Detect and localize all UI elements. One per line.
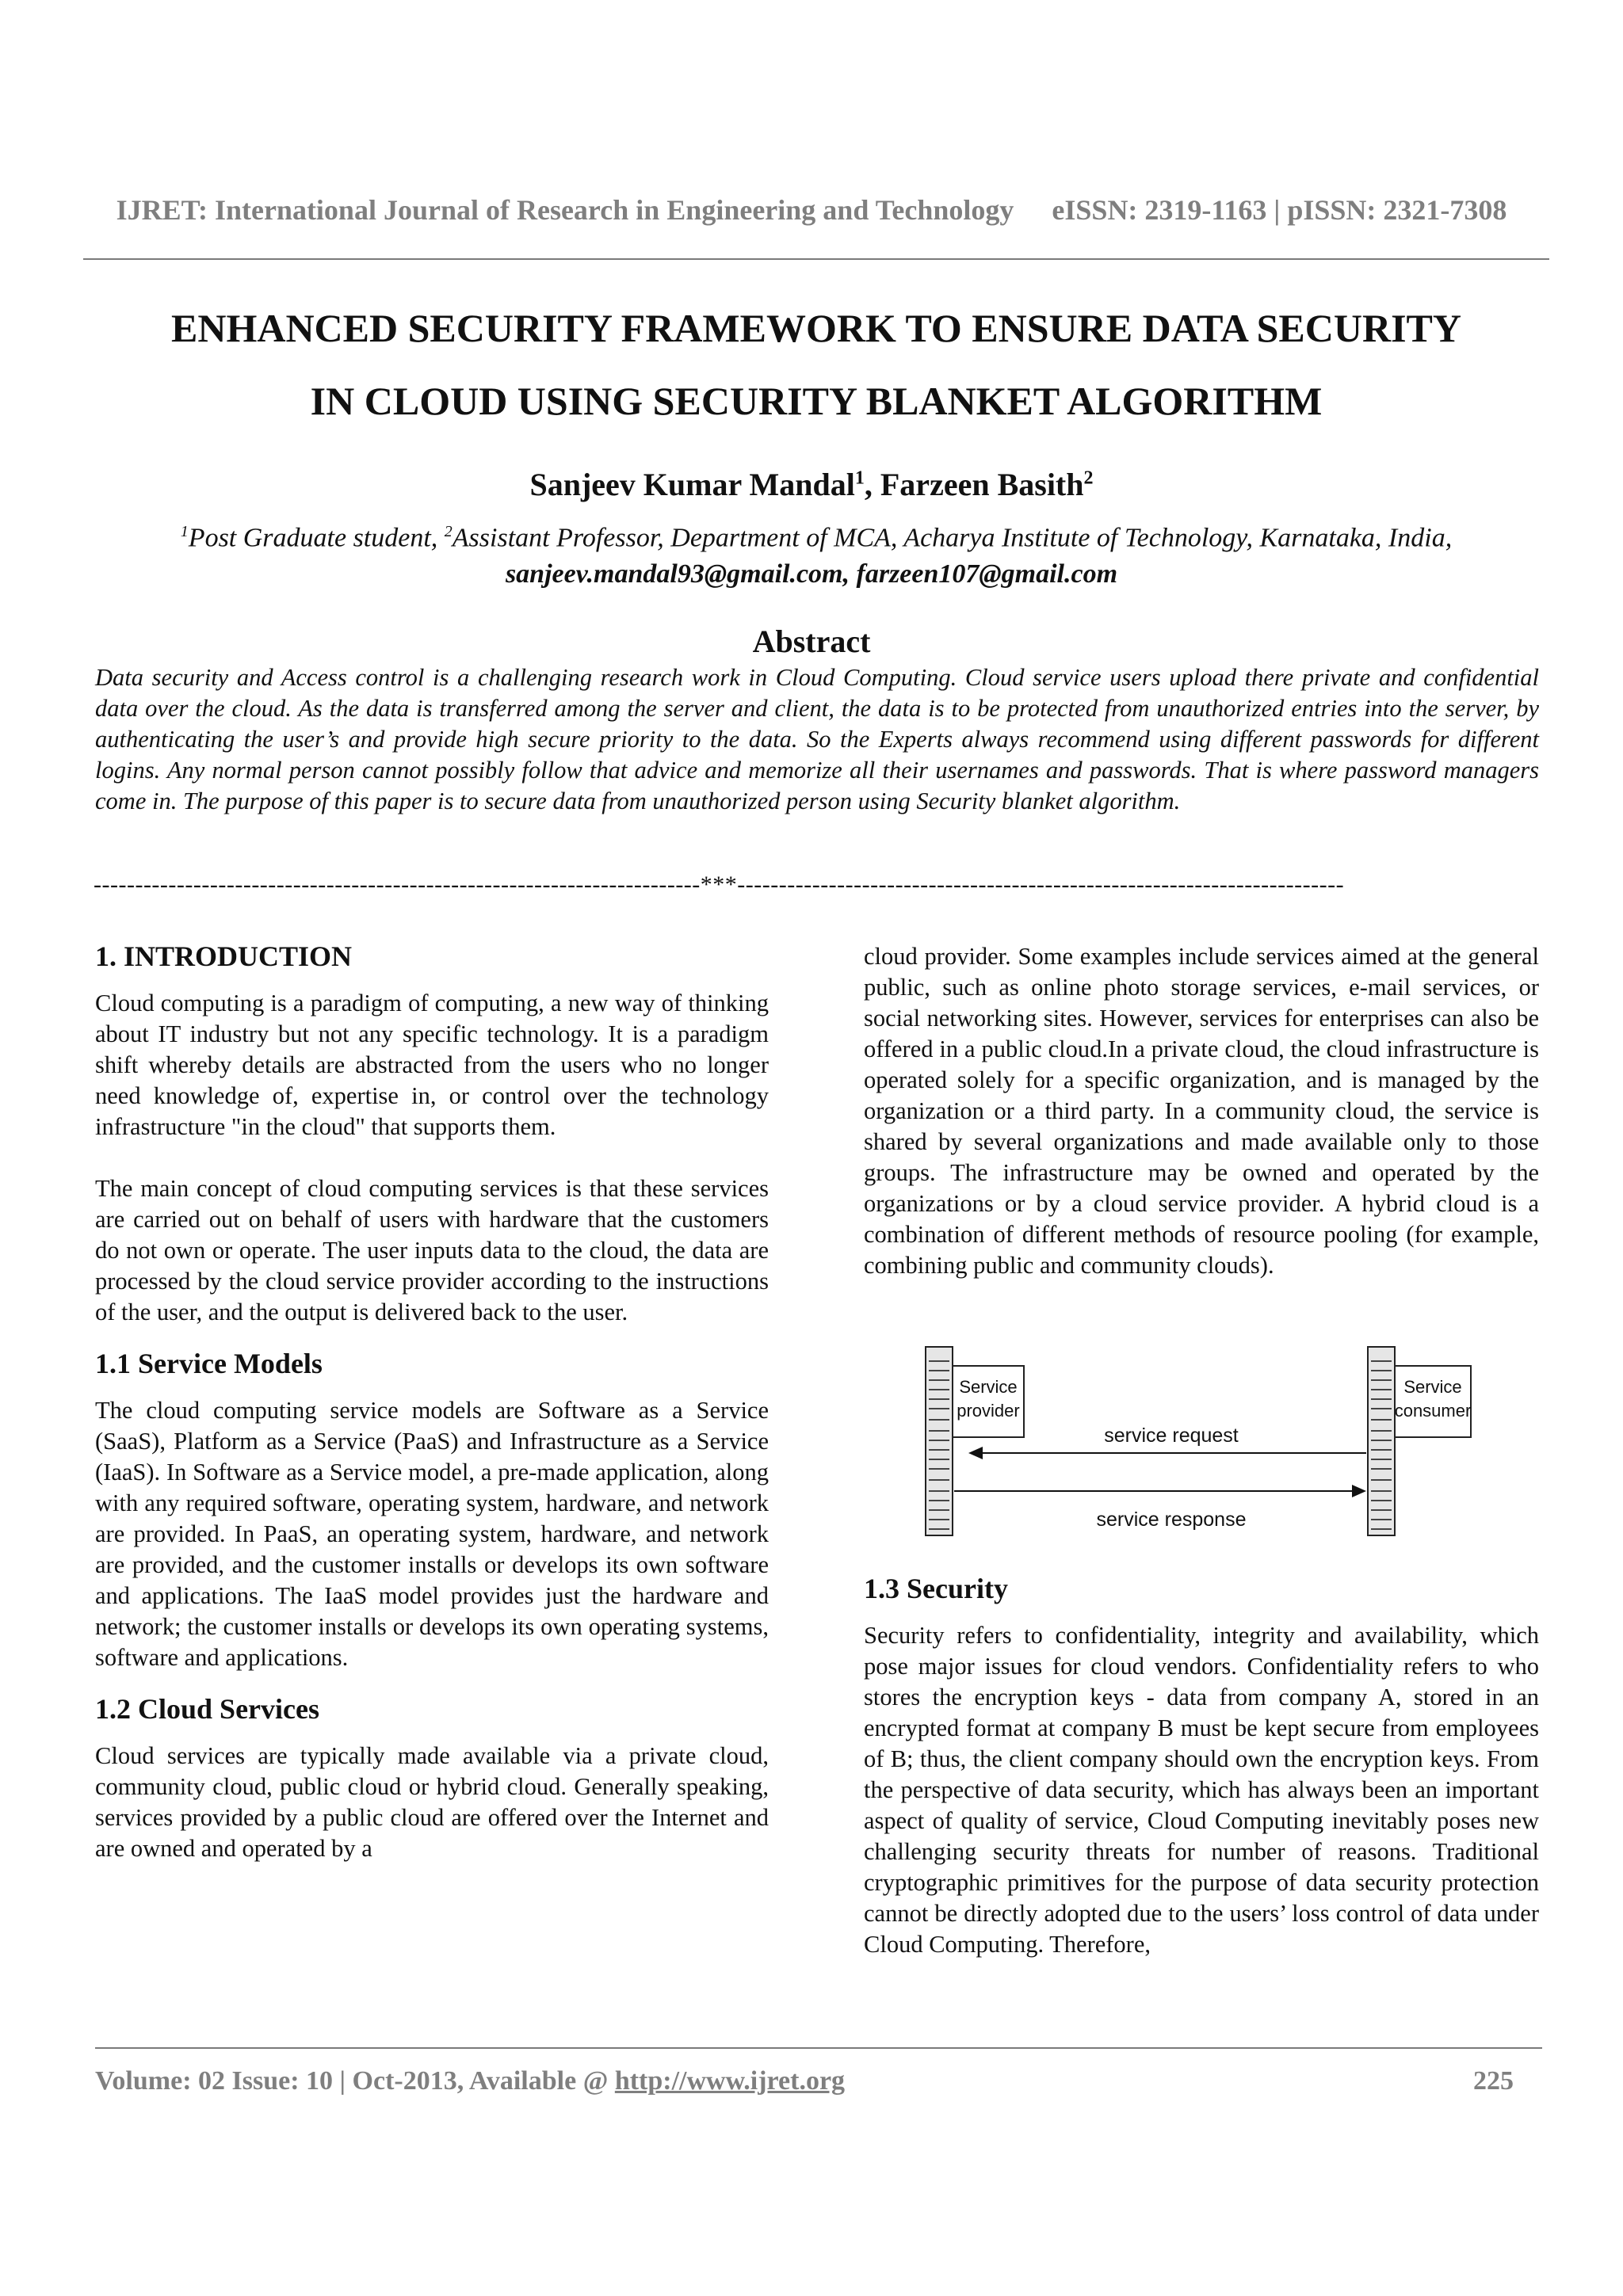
service-diagram <box>919 1344 1474 1542</box>
paper-title <box>79 292 1553 437</box>
abstract-text: Data security and Access control is a challenging research work in Cloud Computing. Cloud service users upload there private and confidential data over the cloud. As the data is transferred among the server and client, the data is to be protected from unauthorized entries into the server, by authenticating the user’s and provide high secure priority to the data. So the Experts always recommend using different passwords for different logins. Any normal person cannot possibly follow that advice and memorize all their usernames and passwords. That is where password managers come in. The purpose of this paper is to secure data from unauthorized person using Security blanket algorithm. <box>95 664 1539 814</box>
service-diagram-svg <box>919 1344 1474 1542</box>
affiliation <box>79 523 1553 553</box>
footer-link[interactable]: http://www.ijret.org <box>614 2066 846 2096</box>
service-models-paragraph: The cloud computing service models are Software as a Service (SaaS), Platform as a Service (PaaS) and Infrastructure as a Service (IaaS). In Software as a Service model, a pre-made application, along with any required software, operating system, hardware, and network are provided. In PaaS, an operating system, hardware, and network are provided, and the customer installs or develops its own software and applications. The IaaS model provides just the hardware and network; the customer installs or develops its own operating systems, software and applications. <box>95 1397 769 1671</box>
journal-name: IJRET: International Journal of Research in Engineering and Technology <box>116 194 1014 226</box>
authors <box>0 466 1623 503</box>
header-rule <box>83 258 1549 260</box>
page-number: 225 <box>1473 2066 1514 2096</box>
footer-volume: Volume: 02 Issue: 10 | Oct-2013, Available @ <box>95 2066 615 2096</box>
provider-label-line-2: provider <box>957 1401 1020 1421</box>
security-paragraph: Security refers to confidentiality, integrity and availability, which pose major issues for cloud vendors. Confidentiality refers to who stores the encryption keys - data from company A, stored in an encrypted format at company B must be kept secure from employees of B; thus, the client company should own the encryption keys. From the perspective of data security, which has always been an important aspect of quality of service, Cloud Computing inevitably poses new challenging security threats for number of reasons. Traditional cryptographic primitives for the purpose of data security protection cannot be directly adopted due to the users’ loss control of data under Cloud Computing. Therefore, <box>864 1622 1539 1958</box>
author-2: Farzeen Basith <box>880 467 1084 502</box>
cloud-services-continued: cloud provider. Some examples include services aimed at the general public, such as online photo storage services, e-mail services, or social networking sites. However, services for enterprises can also be offered in a public cloud.In a private cloud, the cloud infrastructure is operated solely for a specific organization, and is managed by the organization or a third party. In a community cloud, the service is shared by several organizations and made available only to those groups. The infrastructure may be owned and operated by the organizations or by a cloud service provider. A hybrid cloud is a combination of different methods of resource pooling (for example, combining public and community clouds). <box>864 943 1539 1279</box>
author-1: Sanjeev Kumar Mandal <box>529 467 855 502</box>
author-1-sup: 1 <box>854 467 865 489</box>
cloud-services-paragraph: Cloud services are typically made available via a private cloud, community cloud, public cloud or hybrid cloud. Generally speaking, services provided by a public cloud are offered over the Internet and are owned and operated by a <box>95 1742 769 1862</box>
intro-heading: 1. INTRODUCTION <box>95 940 353 972</box>
affil-sup-1: 1 <box>180 523 189 540</box>
service-response-arrow <box>954 1485 1366 1497</box>
left-column <box>95 941 769 1864</box>
section-separator: -------------------------------------------------------------------------***------------------------------------------------------------------------- <box>94 871 1345 898</box>
intro-paragraph-1: Cloud computing is a paradigm of computing, a new way of thinking about IT industry but not any specific technology. It is a paradigm shift whereby details are abstracted from the users who no longer need knowledge of, expertise in, or control over the technology infrastructure "in the cloud" that supports them. <box>95 990 769 1140</box>
affil-sup-2: 2 <box>444 523 453 540</box>
journal-header <box>0 193 1623 227</box>
affil-role-1: Post Graduate student, <box>188 523 445 553</box>
right-column <box>864 941 1539 1281</box>
consumer-label-line-2: consumer <box>1394 1401 1472 1421</box>
footer-rule <box>95 2047 1542 2049</box>
cloud-services-heading: 1.2 Cloud Services <box>95 1693 319 1725</box>
author-separator: , <box>864 467 880 502</box>
title-line-2: IN CLOUD USING SECURITY BLANKET ALGORITHM <box>310 379 1323 423</box>
title-line-1: ENHANCED SECURITY FRAMEWORK TO ENSURE DATA SECURITY <box>170 306 1462 350</box>
provider-label-line-1: Service <box>959 1377 1018 1397</box>
security-heading: 1.3 Security <box>864 1573 1008 1604</box>
affil-role-2: Assistant Professor, Department of MCA, Acharya Institute of Technology, Karnataka, India, <box>452 523 1453 553</box>
abstract-heading: Abstract <box>752 624 871 659</box>
security-section <box>864 1573 1539 1960</box>
provider-server-icon <box>926 1347 1024 1535</box>
author-2-sup: 2 <box>1083 467 1094 489</box>
service-request-arrow <box>968 1447 1366 1459</box>
author-emails: sanjeev.mandal93@gmail.com, farzeen107@gmail.com <box>505 559 1118 589</box>
page-footer <box>95 2066 1514 2096</box>
intro-paragraph-2: The main concept of cloud computing services is that these services are carried out on behalf of users with hardware that the customers do not own or operate. The user inputs data to the cloud, the data are processed by the cloud service provider according to the instructions of the user, and the output is delivered back to the user. <box>95 1175 769 1325</box>
consumer-label-line-1: Service <box>1403 1377 1462 1397</box>
journal-issn: eISSN: 2319-1163 | pISSN: 2321-7308 <box>1052 194 1507 226</box>
service-response-label: service response <box>1096 1508 1247 1531</box>
service-request-label: service request <box>1104 1425 1239 1447</box>
service-models-heading: 1.1 Service Models <box>95 1348 323 1379</box>
consumer-server-icon <box>1368 1347 1471 1535</box>
